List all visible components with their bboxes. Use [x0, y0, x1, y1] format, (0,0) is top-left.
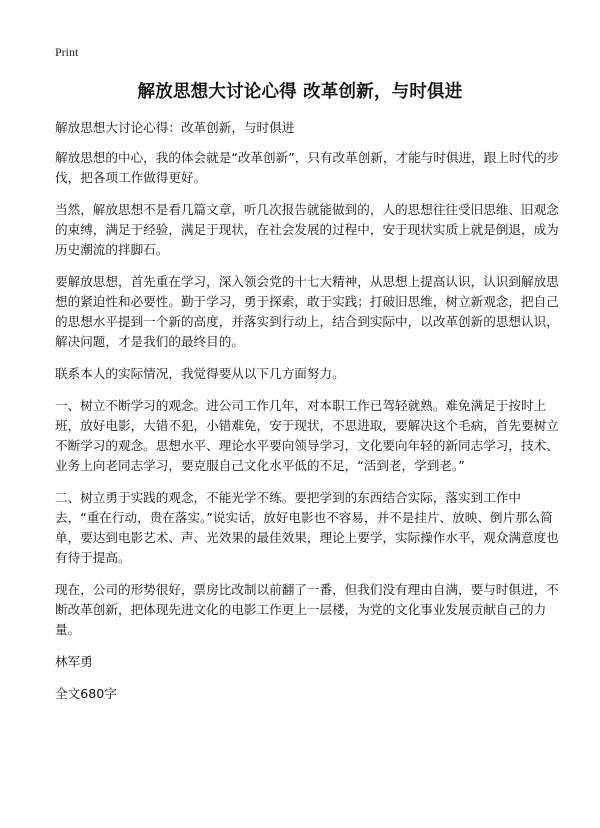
- paragraph: 当然，解放思想不是看几篇文章，听几次报告就能做到的，人的思想往往受旧思维、旧观念的束缚，满足于经验，满足于现状，在社会发展的过程中，安于现状实质上就是倒退，成为历史潮流的拌脚石。: [55, 202, 559, 257]
- paragraph: 联系本人的实际情况，我觉得要从以下几方面努力。: [55, 366, 345, 381]
- paragraph: 现在，公司的形势很好，票房比改制以前翻了一番，但我们没有理由自满，要与时俱进，不断改革创新，把体现先进文化的电影工作更上一层楼，为党的文化事业发展贡献自己的力量。: [55, 582, 559, 637]
- paragraph: 二、树立勇于实践的观念，不能光学不练。要把学到的东西结合实际，落实到工作中去，“重在行动，贵在落实。”说实话，放好电影也不容易，并不是挂片、放映、倒片那么简单，要达到电影艺术、声、光效果的最佳效果，理论上要学，实际操作水平，观众满意度也有待于提高。: [55, 490, 559, 565]
- article-title: 解放思想大讨论心得 改革创新，与时俱进: [137, 82, 463, 102]
- paragraph: 要解放思想，首先重在学习，深入领会党的十七大精神，从思想上提高认识，认识到解放思想的紧迫性和必要性。勤于学习，勇于探索，敢于实践；打破旧思维，树立新观念，把自己的思想水平提到一个新的高度，并落实到行动上，结合到实际中，以改革创新的思想认识，解决问题，才是我们的最终目的。: [55, 274, 559, 349]
- paragraph: 解放思想的中心，我的体会就是“改革创新”，只有改革创新，才能与时俱进，跟上时代的步伐，把各项工作做得更好。: [55, 150, 560, 185]
- print-link[interactable]: Print: [55, 45, 79, 59]
- article-body: [55, 118, 560, 716]
- author-name: 林军勇: [55, 654, 93, 669]
- word-count: 全文680字: [55, 686, 117, 701]
- paragraph: 一、树立不断学习的观念。进公司工作几年，对本职工作已驾轻就熟。难免满足于按时上班，放好电影，大错不犯，小错难免，安于现状，不思进取，要解决这个毛病，首先要树立不断学习的观念。思想水平、理论水平要向领导学习，文化要向年轻的新同志学习，技术、业务上向老同志学习，要克服自己文化水平低的不足，“活到老，学到老。”: [55, 398, 559, 473]
- article-subtitle: 解放思想大讨论心得：改革创新，与时俱进: [55, 120, 295, 135]
